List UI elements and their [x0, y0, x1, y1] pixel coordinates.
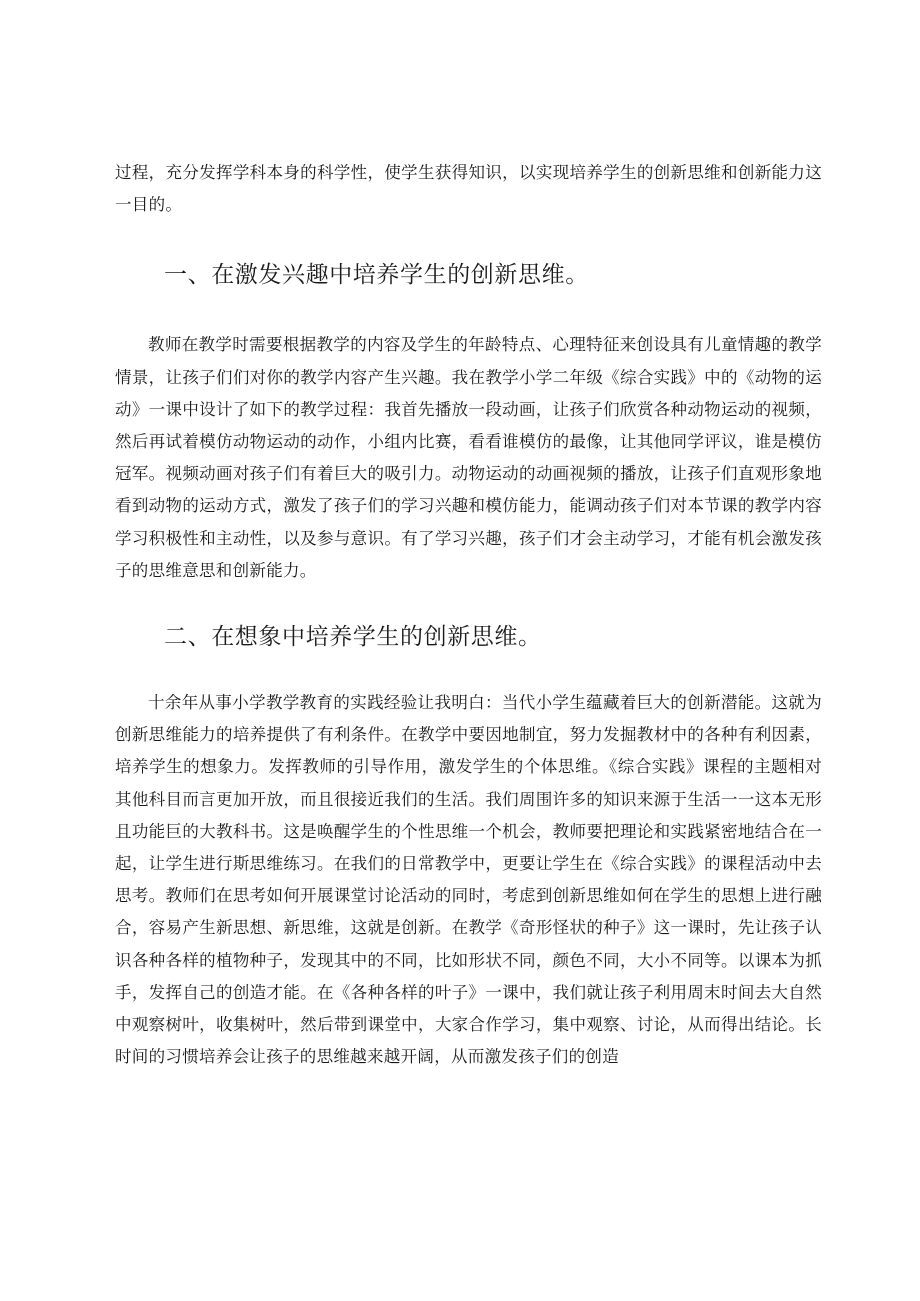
- section-2-paragraph: 十余年从事小学教学教育的实践经验让我明白：当代小学生蕴藏着巨大的创新潜能。这就为创新思维能力的培养提供了有利条件。在教学中要因地制宜，努力发掘教材中的各种有利因素，培养学生的想象力。发挥教师的引导作用，激发学生的个体思维。《综合实践》课程的主题相对其他科目而言更加开放，而且很接近我们的生活。我们周围许多的知识来源于生活一一这本无形且功能巨的大教科书。这是唤醒学生的个性思维一个机会，教师要把理论和实践紧密地结合在一起，让学生进行斯思维练习。在我们的日常教学中，更要让学生在《综合实践》的课程活动中去思考。教师们在思考如何开展课堂讨论活动的同时，考虑到创新思维如何在学生的思想上进行融合，容易产生新思想、新思维，这就是创新。在教学《奇形怪状的种子》这一课时，先让孩子认识各种各样的植物种子，发现其中的不同，比如形状不同，颜色不同，大小不同等。以课本为抓手，发挥自己的创造才能。在《各种各样的叶子》一课中，我们就让孩子利用周末时间去大自然中观察树叶，收集树叶，然后带到课堂中，大家合作学习，集中观察、讨论，从而得出结论。长时间的习惯培养会让孩子的思维越来越开阔，从而激发孩子们的创造: [115, 693, 822, 1067]
- section-1-heading: 一、在激发兴趣中培养学生的创新思维。: [164, 262, 589, 289]
- section-1-paragraph: 教师在教学时需要根据教学的内容及学生的年龄特点、心理特征来创设具有儿童情趣的教学情景，让孩子们们对你的教学内容产生兴趣。我在教学小学二年级《综合实践》中的《动物的运动》一课中设计了如下的教学过程：我首先播放一段动画，让孩子们欣赏各种动物运动的视频，然后再试着模仿动物运动的动作，小组内比赛，看看谁模仿的最像，让其他同学评议，谁是模仿冠军。视频动画对孩子们有着巨大的吸引力。动物运动的动画视频的播放，让孩子们直观形象地看到动物的运动方式，激发了孩子们的学习兴趣和模仿能力，能调动孩子们对本节课的教学内容学习积极性和主动性，以及参与意识。有了学习兴趣，孩子们才会主动学习，才能有机会激发孩子的思维意思和创新能力。: [115, 335, 822, 580]
- intro-paragraph: 过程，充分发挥学科本身的科学性，使学生获得知识，以实现培养学生的创新思维和创新能力这一目的。: [115, 163, 822, 215]
- document-page: [115, 157, 822, 1073]
- section-2-heading: 二、在想象中培养学生的创新思维。: [164, 624, 542, 651]
